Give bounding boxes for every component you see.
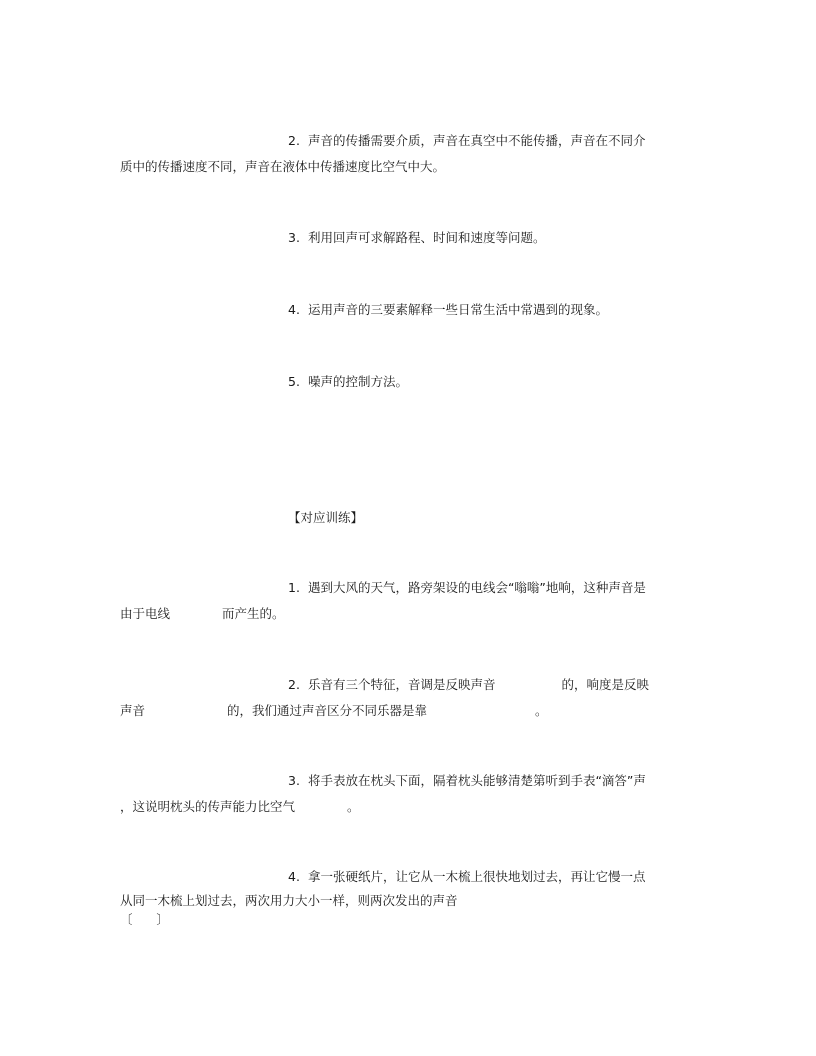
question-text: 。	[347, 799, 360, 814]
question-number: 4.	[288, 869, 300, 884]
item-text: 声音的传播需要介质，声音在真空中不能传播，声音在不同介	[307, 133, 646, 148]
item-text: 噪声的控制方法。	[307, 374, 408, 389]
question-2-line-2	[120, 703, 548, 719]
question-text: 遇到大风的天气，路旁架设的电线会“嗡嗡”地响，这种声音是	[307, 580, 646, 595]
question-text: 的，我们通过声音区分不同乐器是靠	[227, 703, 428, 718]
question-text: 声音	[120, 703, 146, 718]
question-1-line-2	[120, 606, 285, 622]
summary-item-2-line-1	[288, 133, 645, 149]
item-text: 运用声音的三要素解释一些日常生活中常遇到的现象。	[307, 302, 608, 317]
item-number: 5.	[288, 374, 300, 389]
question-4-line-2: 从同一木梳上划过去，两次用力大小一样，则两次发出的声音	[120, 893, 458, 908]
question-text: 乐音有三个特征，音调是反映声音	[307, 677, 496, 692]
question-text: 而产生的。	[222, 606, 285, 621]
question-text: 。	[535, 703, 548, 718]
question-3-line-1	[288, 773, 646, 789]
summary-item-5	[288, 374, 408, 390]
question-number: 1.	[288, 580, 300, 595]
question-text: 拿一张硬纸片，让它从一木梳上很快地划过去，再让它慢一点	[307, 869, 646, 884]
question-text: ，这说明枕头的传声能力比空气	[120, 799, 296, 814]
question-text: 将手表放在枕头下面，隔着枕头能够清楚第听到手表“滴答”声	[307, 773, 646, 788]
summary-item-3	[288, 230, 545, 246]
question-1-line-1	[288, 580, 646, 596]
question-text: 由于电线	[120, 606, 171, 621]
question-text: 的，响度是反映	[561, 677, 649, 692]
question-4-line-1	[288, 869, 645, 885]
item-number: 3.	[288, 230, 300, 245]
question-number: 3.	[288, 773, 300, 788]
question-number: 2.	[288, 677, 300, 692]
item-number: 4.	[288, 302, 300, 317]
item-number: 2.	[288, 133, 300, 148]
item-text: 利用回声可求解路程、时间和速度等问题。	[307, 230, 546, 245]
question-3-line-2	[120, 799, 360, 815]
summary-item-4	[288, 302, 608, 318]
answer-bracket: 〔 〕	[120, 912, 169, 927]
question-2-line-1	[288, 677, 649, 693]
training-heading: 【对应训练】	[288, 510, 364, 525]
summary-item-2-line-2: 质中的传播速度不同，声音在液体中传播速度比空气中大。	[120, 159, 446, 174]
